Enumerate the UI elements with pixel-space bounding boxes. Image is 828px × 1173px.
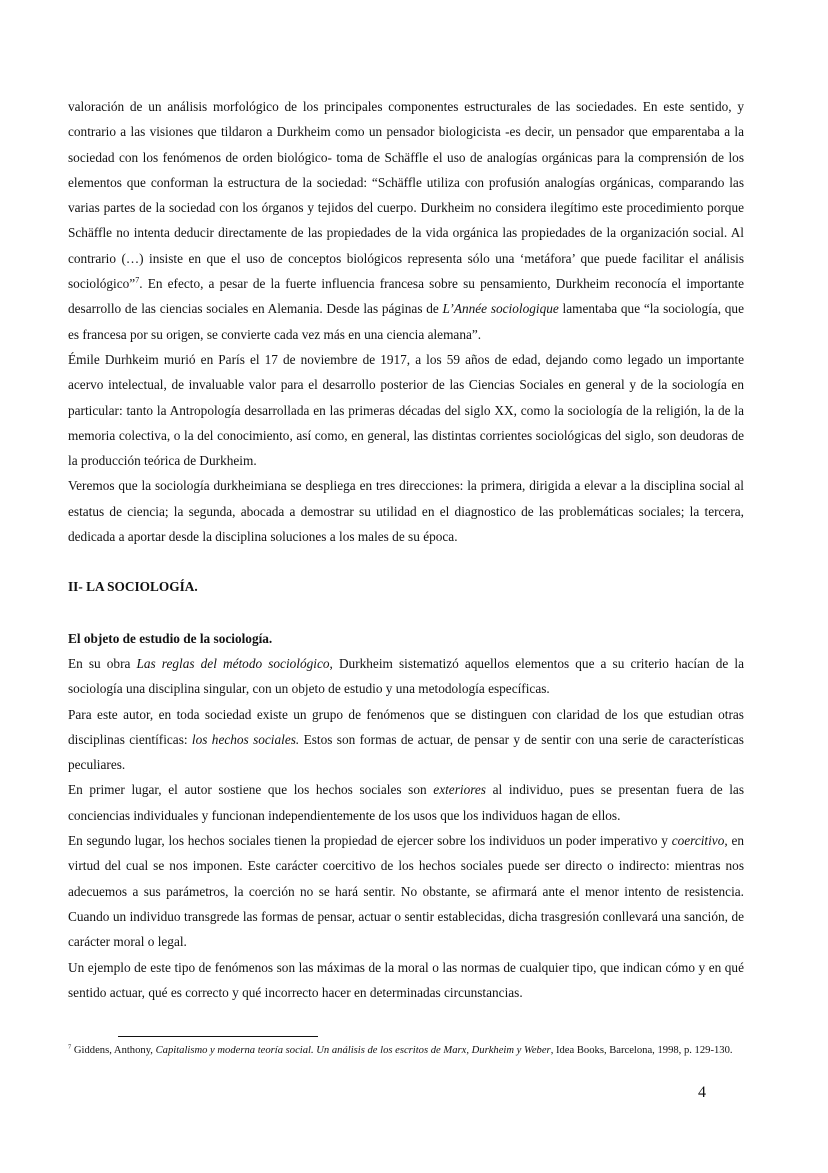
paragraph-schaffle-analogies [68,94,744,347]
footnote [68,1044,744,1058]
paragraph-text: , Durkheim sistematizó aquellos elementos que a su criterio hacían de la sociología una disciplina singular, con un objeto de estudio y una metodología específicas. [68,655,744,697]
paragraph-text: . En efecto, a pesar de la fuerte influencia francesa sobre su pensamiento, Durkheim reconocía el importante desarrollo de las ciencias sociales en Alemania. Desde las páginas de [68,276,744,317]
paragraph-exteriores [68,777,744,828]
footnote-publication: , Idea Books, Barcelona, 1998, p. 129-130. [550,1045,733,1056]
book-title: Las reglas del método sociológico [136,655,330,671]
paragraph-text: Para este autor, en toda sociedad existe un grupo de fenómenos que se distinguen con claridad de los que estudian otras disciplinas científicas: [68,706,744,747]
emphasized-term: los hechos sociales. [191,731,300,747]
page-number: 4 [698,1084,706,1101]
subsection-heading: El objeto de estudio de la sociología. [68,630,273,646]
footnote-marker: 7 [68,1043,72,1051]
paragraph-text: valoración de un análisis morfológico de los principales componentes estructurales de las sociedades. En este sentido, y contrario a las visiones que tildaron a Durkheim como un pensador biologicista -es decir, un pensador que emparentaba a la sociedad con los fenómenos de orden biológico- toma de Schäffle el uso de analogías orgánicas para la comprensión de los elementos que conforman la estructura de la sociedad: “Schäffle utiliza con profusión analogías orgánicas, comparando las varias partes de la sociedad con los órganos y tejidos del cuerpo. Durkheim no considera ilegítimo este procedimiento porque Schäffle no intenta deducir directamente de las propiedades de la vida orgánica las propiedades de la organización social. Al contrario (…) insiste en que el uso de conceptos biológicos representa sólo una ‘metáfora’ que puede facilitar el análisis sociológico” [68,99,744,292]
paragraph-text: Estos son formas de actuar, de pensar y de sentir con una serie de características peculiares. [68,731,744,773]
paragraph-text: En segundo lugar, los hechos sociales tienen la propiedad de ejercer sobre los individuos un poder imperativo y [68,833,672,849]
footnote-reference[interactable]: 7 [135,275,140,285]
paragraph-reglas-metodo [68,651,744,702]
footnote-book-title: Capitalismo y moderna teoría social. Un análisis de los escritos de Marx, Durkheim y Weber [155,1045,551,1056]
section-heading: II- LA SOCIOLOGÍA. [68,579,198,595]
journal-title: L’Année sociologique [442,301,559,317]
page-body [68,94,744,1005]
emphasized-term: exteriores [433,782,486,798]
footnote-separator [118,1036,318,1037]
paragraph-text: lamentaba que “la sociología, que es francesa por su origen, se convierte cada vez más en una ciencia alemana”. [68,301,744,342]
paragraph-text: En primer lugar, el autor sostiene que los hechos sociales son [68,782,434,798]
paragraph-text: , en virtud del cual se nos imponen. Este carácter coercitivo de los hechos sociales puede ser directo o indirecto: mientras nos adecuemos a sus parámetros, la coerción no se hará sentir. No obstante, se afirmará ante el menor intento de resistencia. Cuando un individuo transgrede las formas de pensar, actuar o sentir establecidas, dicha trasgresión conllevará una sanción, de carácter moral o legal. [68,833,744,950]
footnote-author: Giddens, Anthony, [71,1045,156,1056]
paragraph-coercitivo [68,828,744,954]
paragraph-three-directions: Veremos que la sociología durkheimiana se despliega en tres direcciones: la primera, dirigida a elevar a la disciplina social al estatus de ciencia; la segunda, abocada a demostrar su utilidad en el diagnostico de las problemáticas sociales; la tercera, dedicada a aportar desde la disciplina soluciones a los males de su época. [68,478,744,545]
paragraph-text: al individuo, pues se presentan fuera de las conciencias individuales y funcionan independientemente de los usos que los individuos hagan de ellos. [68,782,744,823]
paragraph-ejemplo-moral: Un ejemplo de este tipo de fenómenos son las máximas de la moral o las normas de cualquier tipo, que indican cómo y en qué sentido actuar, qué es correcto y qué incorrecto hacer en determinadas circunstancias. [68,959,744,1000]
paragraph-durkheim-death: Émile Durhkeim murió en París el 17 de noviembre de 1917, a los 59 años de edad, dejando como legado un importante acervo intelectual, de invaluable valor para el desarrollo posterior de las Ciencias Sociales en general y de la sociología en particular: tanto la Antropología desarrollada en las primeras décadas del siglo XX, como la sociología de la religión, la de la memoria colectiva, o la del conocimiento, así como, en general, las distintas corrientes sociológicas del siglo, son deudoras de la producción teórica de Durkheim. [68,351,744,469]
paragraph-hechos-sociales [68,702,744,778]
emphasized-term: coercitivo [671,833,725,849]
paragraph-text: En su obra [68,655,137,671]
